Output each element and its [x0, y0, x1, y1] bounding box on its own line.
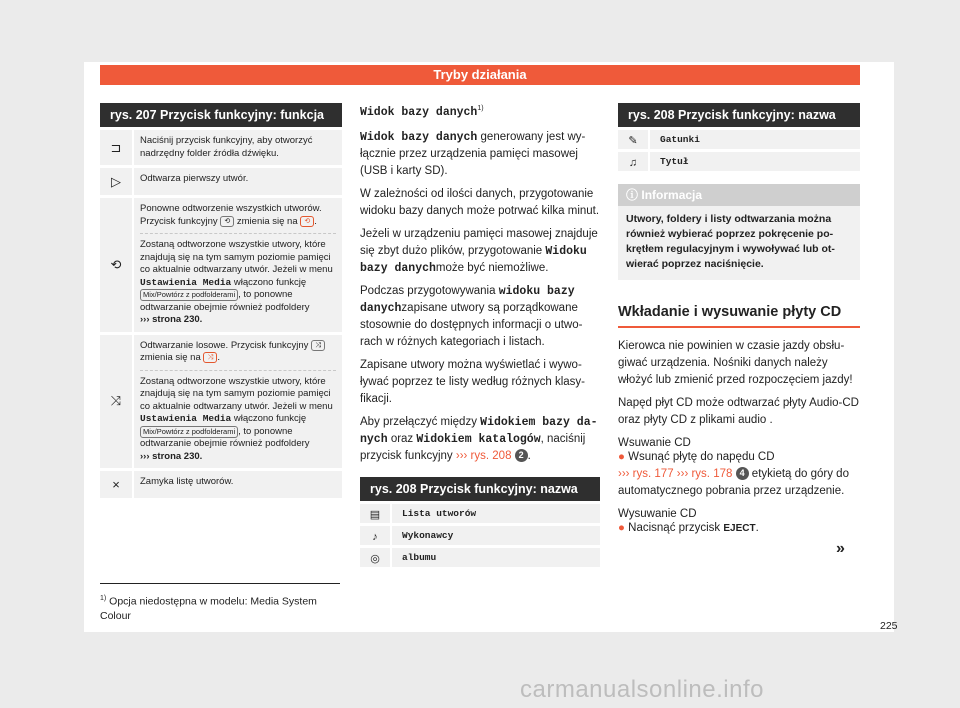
paragraph: etykietą do góry do automatycznego pobrania przez urządzenie.: [618, 468, 849, 497]
artist-icon: ♪: [360, 526, 392, 545]
paragraph: oraz: [390, 432, 414, 445]
table-row: [360, 548, 600, 570]
right-column: [618, 103, 860, 537]
footnote-mark: 1): [477, 105, 484, 112]
paragraph: Jeżeli w urządzeniu pamięci masowej znajduje się zbyt dużo plików, przygotowanie: [360, 227, 598, 257]
row-text: zmienia się na: [236, 215, 298, 227]
row-text: Odtwarzanie losowe. Przycisk funkcyjny: [140, 339, 309, 351]
close-icon: ×: [100, 471, 134, 498]
repeat-button-icon: ⟲: [220, 216, 234, 227]
figure-reference[interactable]: ››› rys. 208: [455, 449, 512, 462]
middle-column: Widok bazy danych$^{1)}$ Widok bazy danych generowany jest wyłącznie przez urządzenia pamięci masowej (USB i karty SD). W zależności od ilości danych, przygotowanie widoku bazy danych może potrwać kilka minut. Jeżeli w urządzeniu pamięci masowej znajduje się zbyt dużo plików, przygotowanie Widoku bazy danychmoże być niemożliwe. Podczas przygotowywania widoku bazy danychzapisane utwory są porządkowane stosownie do dostępnych informacji o utworach w różnych kategoriach i listach. Zapisane utwory można wyświetlać i wywoływać poprzez te listy według różnych klasyfikacji. Aby przełączyć między Widokiem bazy danych oraz Widokiem katalogów, naciśnij przycisk funkcyjny ››› rys. 208 2 . rys. 208 Przycisk funkcyjny: nazwa ▤ Lista utworów ♪ Wykonawcy ◎ albumu: [360, 100, 600, 570]
continue-mark: »: [836, 540, 845, 557]
shuffle-icon: ⤨: [100, 335, 134, 469]
page-reference: ››› strona 230.: [140, 314, 203, 326]
table-title: rys. 208 Przycisk funkcyjny: nazwa: [360, 477, 600, 501]
watermark: carmanualsonline.info: [520, 676, 764, 703]
paragraph: Wsunąć płytę do napędu CD: [628, 451, 775, 463]
row-text: Zostaną odtworzone wszystkie utwory, które znajdują się na tym samym poziomie pamięci co aktualnie odtwarzany utwór. Jeżeli w menu: [140, 239, 333, 276]
info-title: [618, 184, 860, 206]
paragraph: .: [755, 522, 759, 534]
footnote: [100, 583, 340, 623]
menu-name: Ustawienia Media: [140, 413, 232, 425]
row-label: Wykonawcy: [402, 529, 454, 541]
row-label: albumu: [402, 551, 437, 563]
paragraph: W zależności od ilości danych, przygotowanie widoku bazy danych może potrwać kilka minut.: [360, 187, 600, 217]
paragraph: Kierowca nie powinien w czasie jazdy obsługiwać urządzenia. Nośniki danych należy włożyć lub zmienić przed rozpoczęciem jazdy!: [618, 340, 853, 386]
table-row: [100, 198, 342, 335]
term: Widoku bazy danych: [360, 244, 587, 275]
paragraph: zapisane utwory są porządkowane stosownie do dostępnych informacji o utworach w różnych kategoriach i listach.: [360, 301, 583, 348]
table-row: [100, 471, 342, 501]
callout-number: 2: [515, 449, 528, 462]
folder-up-icon: ⊐: [100, 130, 134, 165]
info-title-text: Informacja: [641, 188, 703, 202]
section-title: Wkładanie i wysuwanie płyty CD: [618, 304, 860, 328]
info-text: Utwory, foldery i listy odtwarzania można również wybierać poprzez pokręcenie pokrętłem regulacyjnym i wywoływać lub otwierać poprzez naciśnięcie.: [626, 213, 835, 270]
paragraph: generowany jest wyłącznie przez urządzenia pamięci masowej (USB i karty SD).: [360, 130, 586, 177]
repeat-icon: ⟲: [100, 198, 134, 332]
title-icon: ♫: [618, 152, 650, 171]
footnote-text: Opcja niedostępna w modelu: Media System Colour: [100, 595, 317, 622]
table-row: [360, 526, 600, 548]
row-text: Ponowne odtworzenie wszystkich utworów. Przycisk funkcyjny ⟲ zmienia się na ⟲ . Zostaną odtworzone wszystkie utwory, które znajdują się na tym samym poziomie pamięci co aktualnie odtwarzany utwór. Jeżeli w menu Ustawienia Media włączono funkcję Mix/Powtórz z podfolderami , to ponowne odtwarzanie obejmie również podfoldery ››› strona 230.: [134, 198, 342, 332]
option-pill: Mix/Powtórz z podfolderami: [140, 426, 238, 438]
track-list-icon: ▤: [360, 504, 392, 523]
info-box: [618, 184, 860, 280]
paragraph: może być niemożliwe.: [435, 261, 549, 274]
row-text: zmienia się na: [140, 352, 201, 364]
footnote-mark: 1): [100, 595, 107, 602]
paragraph: , naciśnij przycisk funkcyjny: [360, 432, 586, 462]
name-table: [618, 103, 860, 174]
row-text: Odtwarza pierwszy utwór.: [140, 173, 249, 184]
play-icon: ▷: [100, 168, 134, 195]
table-row: [618, 130, 860, 152]
row-label: Tytuł: [660, 156, 689, 167]
subheading: Wsuwanie CD: [618, 437, 691, 449]
album-icon: ◎: [360, 548, 392, 567]
shuffle-active-icon: ⤨: [203, 352, 217, 363]
term: Widokiem katalogów: [416, 432, 541, 446]
row-text: Zamyka listę utworów.: [140, 476, 234, 488]
table-row: [618, 152, 860, 174]
shuffle-button-icon: ⤨: [311, 340, 325, 351]
page-number: 225: [880, 620, 898, 632]
row-text: , to ponowne odtwarzanie obejmie również podfoldery: [140, 289, 310, 313]
page-header: Tryby działania: [100, 65, 860, 85]
table-row: [100, 168, 342, 198]
name-table: [360, 477, 600, 570]
term: Widok bazy danych: [360, 130, 478, 144]
row-text: , to ponowne odtwarzanie obejmie również podfoldery: [140, 425, 310, 450]
paragraph: Podczas przygotowywania: [360, 284, 496, 297]
menu-name: Ustawienia Media: [140, 276, 232, 288]
eject-key: EJECT: [723, 523, 756, 534]
term: widoku bazy danych: [360, 284, 575, 315]
row-label: Gatunki: [660, 134, 700, 145]
page-reference: ››› strona 230.: [140, 450, 203, 462]
table-row: [100, 335, 342, 472]
paragraph: Nacisnąć przycisk: [628, 522, 721, 534]
info-icon: ⓘ: [626, 188, 639, 202]
paragraph: Aby przełączyć między: [360, 415, 477, 428]
term: Widokiem bazy danych: [360, 415, 598, 446]
function-table: [100, 103, 342, 501]
row-text: włączono funkcję: [233, 413, 307, 425]
row-text: Ponowne odtworzenie wszystkich utworów. Przycisk funkcyjny: [140, 203, 322, 227]
subheading: Wysuwanie CD: [618, 508, 697, 520]
row-text: włączono funkcję: [233, 276, 307, 288]
table-row: [100, 130, 342, 168]
figure-reference[interactable]: ››› rys. 177 ››› rys. 178: [618, 468, 733, 480]
row-label: Lista utworów: [402, 507, 477, 519]
section-heading: Widok bazy danych: [360, 105, 478, 119]
bullet-icon: ●: [618, 522, 625, 534]
paragraph: Zapisane utwory można wyświetlać i wywoływać poprzez te listy według różnych klasyfikacji.: [360, 358, 585, 405]
table-title: rys. 208 Przycisk funkcyjny: nazwa: [618, 103, 860, 127]
paragraph: Napęd płyt CD może odtwarzać płyty Audio-CD oraz płyty CD z plikami audio .: [618, 397, 859, 426]
option-pill: Mix/Powtórz z podfolderami: [140, 289, 238, 301]
repeat-active-icon: ⟲: [300, 216, 314, 227]
bullet-icon: ●: [618, 451, 625, 463]
row-text: Zostaną odtworzone wszystkie utwory, które znajdują się na tym samym poziomie pamięci co aktualnie odtwarzany utwór. Jeżeli w menu: [140, 375, 333, 412]
row-text: Odtwarzanie losowe. Przycisk funkcyjny ⤨ zmienia się na ⤨ . Zostaną odtworzone wszystkie utwory, które znajdują się na tym samym poziomie pamięci co aktualnie odtwarzany utwór. Jeżeli w menu Ustawienia Media włączono funkcję Mix/Powtórz z podfolderami , to ponowne odtwarzanie obejmie również podfoldery ››› strona 230.: [134, 335, 342, 469]
row-text: Naciśnij przycisk funkcyjny, aby otworzyć nadrzędny folder źródła dźwięku.: [140, 135, 313, 159]
genre-icon: ✎: [618, 130, 650, 149]
table-title: rys. 207 Przycisk funkcyjny: funkcja: [100, 103, 342, 127]
callout-number: 4: [736, 467, 749, 480]
table-row: [360, 504, 600, 526]
